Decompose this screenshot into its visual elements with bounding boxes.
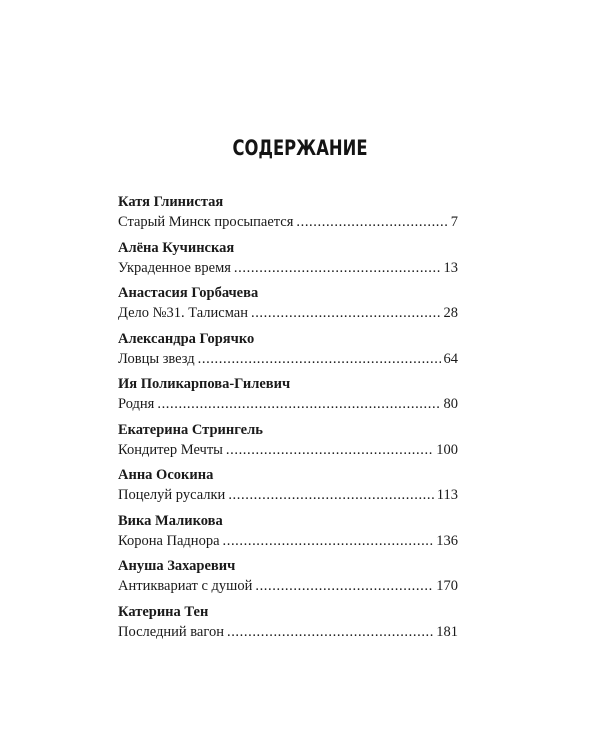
toc-entry xyxy=(118,376,458,422)
entry-page-number: 113 xyxy=(436,487,458,503)
toc-entry xyxy=(118,513,458,559)
entry-page-number: 64 xyxy=(443,350,458,367)
dot-leader xyxy=(251,305,441,322)
entry-line xyxy=(118,305,458,322)
entry-line xyxy=(118,214,458,231)
entry-author: Екатерина Стрингель xyxy=(118,421,263,438)
toc-entry xyxy=(118,467,458,513)
entry-author: Катя Глинистая xyxy=(118,194,224,210)
dot-leader xyxy=(234,260,441,277)
entry-title: Кондитер Мечты xyxy=(118,441,223,458)
entry-author: Александра Горячко xyxy=(118,330,255,347)
entry-title: Дело №31. Талисман xyxy=(118,305,248,321)
entry-page-number: 170 xyxy=(436,578,458,594)
toc-entry xyxy=(118,194,458,240)
entry-line xyxy=(118,578,458,595)
dot-leader xyxy=(296,214,447,231)
dot-leader xyxy=(226,442,433,459)
entry-line xyxy=(118,260,458,277)
entry-line xyxy=(118,533,458,550)
entry-page-number: 28 xyxy=(443,305,458,321)
toc-list xyxy=(118,194,458,649)
entry-line xyxy=(118,624,458,641)
entry-line xyxy=(118,396,458,413)
entry-title: Украденное время xyxy=(118,259,231,276)
entry-author: Анна Осокина xyxy=(118,467,214,483)
toc-entry xyxy=(118,558,458,604)
entry-title: Последний вагон xyxy=(118,623,224,640)
entry-title: Старый Минск просыпается xyxy=(118,214,294,230)
entry-page-number: 100 xyxy=(436,441,458,458)
entry-author: Ия Поликарпова-Гилевич xyxy=(118,376,291,392)
dot-leader xyxy=(157,396,440,413)
entry-author: Алёна Кучинская xyxy=(118,239,235,256)
entry-line xyxy=(118,351,458,368)
dot-leader xyxy=(227,624,433,641)
entry-page-number: 13 xyxy=(443,259,458,276)
toc-entry xyxy=(118,422,458,468)
dot-leader xyxy=(228,487,433,504)
entry-author: Анастасия Горбачева xyxy=(118,285,259,301)
entry-author: Ануша Захаревич xyxy=(118,558,236,574)
dot-leader xyxy=(223,533,434,550)
entry-page-number: 7 xyxy=(450,214,458,230)
entry-page-number: 80 xyxy=(443,396,458,412)
toc-entry xyxy=(118,604,458,650)
entry-line xyxy=(118,442,458,459)
entry-title: Корона Паднора xyxy=(118,532,220,549)
dot-leader xyxy=(198,351,441,368)
toc-title: СОДЕРЖАНИЕ xyxy=(232,136,368,160)
entry-title: Антиквариат с душой xyxy=(118,578,253,594)
entry-line xyxy=(118,487,458,504)
toc-entry xyxy=(118,285,458,331)
entry-author: Вика Маликова xyxy=(118,512,223,529)
entry-page-number: 181 xyxy=(436,623,458,640)
entry-title: Поцелуй русалки xyxy=(118,487,226,503)
entry-page-number: 136 xyxy=(436,532,458,549)
entry-title: Родня xyxy=(118,396,155,412)
entry-title: Ловцы звезд xyxy=(118,350,195,367)
toc-entry xyxy=(118,331,458,377)
entry-author: Катерина Тен xyxy=(118,603,209,620)
toc-entry xyxy=(118,240,458,286)
dot-leader xyxy=(255,578,433,595)
